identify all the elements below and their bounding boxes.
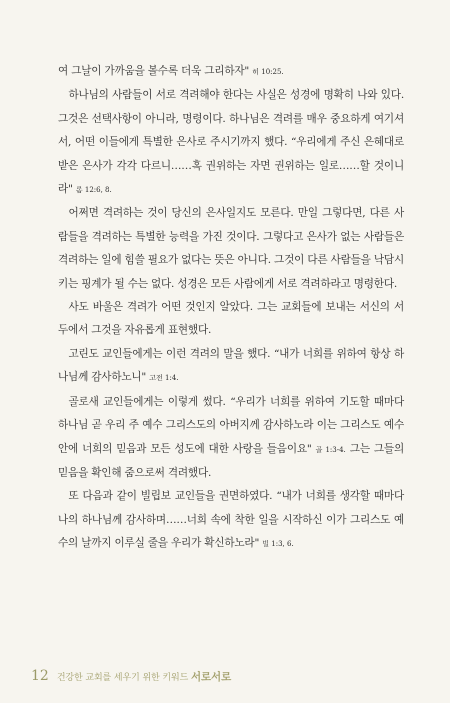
paragraph-text: 골로새 교인들에게는 이렇게 썼다. “우리가 너희를 위하여 기도할 때마다 하나님 곧 우리 주 예수 그리스도의 아버지께 감사하노라 이는 그리스도 예수 안에 너희의 믿음과 모든 성도에 대한 사랑을 들음이요" bbox=[58, 395, 404, 455]
paragraph bbox=[58, 202, 404, 296]
paragraph bbox=[58, 60, 404, 84]
paragraph-text: 하나님의 사람들이 서로 격려해야 한다는 사실은 성경에 명확히 나와 있다. 그것은 선택사항이 아니라, 명령이다. 하나님은 격려를 매우 중요하게 여기셔서, 어떤 이들에게 특별한 은사로 주시기까지 했다. “우리에게 주신 은혜대로 받은 은사가 각각 다르니……혹 권위하는 자면 권위하는 일로……할 것이니라" bbox=[58, 89, 404, 196]
scripture-reference: 히 10:25. bbox=[252, 68, 284, 76]
running-title-prefix: 건강한 교회를 세우기 위한 키워드 bbox=[56, 673, 189, 683]
paragraph bbox=[58, 84, 404, 202]
paragraph-continuation: 그는 그들의 믿음을 확인해 줌으로써 격려했다. bbox=[58, 442, 404, 479]
paragraph-text: 어쩌면 격려하는 것이 당신의 은사일지도 모른다. 만일 그렇다면, 다른 사람들을 격려하는 특별한 능력을 가진 것이다. 그렇다고 은사가 없는 사람들은 격려하는 일에 힘쓸 필요가 없다는 뜻은 아니다. 그것이 다른 사람들을 낙담시키는 핑계가 될 수는 없다. 성경은 모든 사람에게 서로 격려하라고 명령한다. bbox=[58, 207, 404, 290]
running-title-emphasis: 서로서로 bbox=[190, 671, 232, 683]
paragraph bbox=[58, 296, 404, 343]
scripture-reference: 골 1:3-4. bbox=[315, 445, 346, 454]
body-text bbox=[58, 60, 404, 557]
paragraph-text: 또 다음과 같이 빌립보 교인들을 권면하였다. “내가 너희를 생각할 때마다 나의 하나님께 감사하며……너희 속에 착한 일을 시작하신 이가 그리스도 예수의 날까지 이루실 줄을 우리가 확신하노라" bbox=[58, 490, 404, 550]
paragraph bbox=[58, 391, 404, 486]
running-title bbox=[57, 669, 231, 684]
paragraph-text: 여 그날이 가까움을 볼수록 더욱 그리하자" bbox=[58, 65, 250, 77]
page-footer bbox=[31, 668, 231, 684]
paragraph-text: 고린도 교인들에게는 이런 격려의 말을 했다. “내가 너희를 위하여 항상 하나님께 감사하노니" bbox=[58, 347, 404, 384]
scripture-reference: 롬 12:6, 8. bbox=[75, 186, 112, 195]
paragraph bbox=[58, 485, 404, 556]
paragraph bbox=[58, 343, 404, 391]
scripture-reference: 빌 1:3, 6. bbox=[262, 540, 294, 549]
page-number: 12 bbox=[31, 668, 49, 684]
paragraph-text: 사도 바울은 격려가 어떤 것인지 알았다. 그는 교회들에 보내는 서신의 서두에서 그것을 자유롭게 표현했다. bbox=[58, 301, 404, 337]
scripture-reference: 고전 1:4. bbox=[149, 374, 179, 383]
